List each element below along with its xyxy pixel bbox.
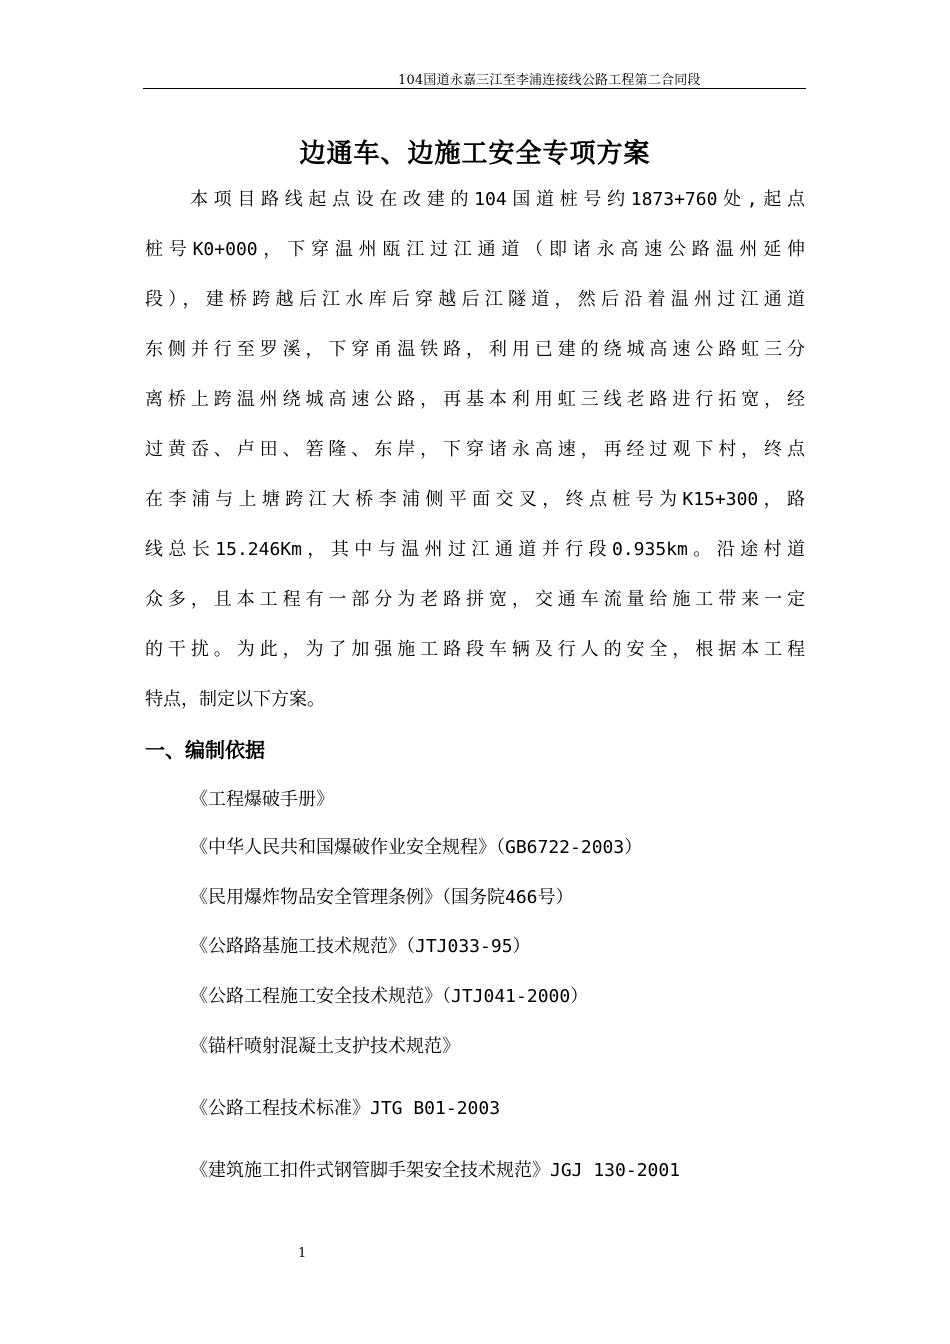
intro-line: 的干扰。为此，为了加强施工路段车辆及行人的安全，根据本工程 bbox=[145, 639, 805, 660]
intro-line: 桩号K0+000，下穿温州瓯江过江通道（即诸永高速公路温州延伸 bbox=[145, 239, 805, 260]
reference-item: 《工程爆破手册》 bbox=[190, 789, 334, 810]
intro-line: 段），建桥跨越后江水库后穿越后江隧道，然后沿着温州过江通道 bbox=[145, 289, 805, 310]
reference-item: 《公路路基施工技术规范》（JTJ033-95） bbox=[190, 936, 531, 957]
reference-item: 《建筑施工扣件式钢管脚手架安全技术规范》JGJ 130-2001 bbox=[190, 1160, 681, 1181]
section-heading-basis: 一、编制依据 bbox=[145, 738, 265, 762]
intro-line: 众多，且本工程有一部分为老路拼宽，交通车流量给施工带来一定 bbox=[145, 589, 805, 610]
intro-line: 过黄岙、卢田、箬隆、东岸，下穿诸永高速，再经过观下村，终点 bbox=[145, 439, 805, 460]
intro-line: 特点，制定以下方案。 bbox=[145, 689, 325, 710]
running-header: 104国道永嘉三江至李浦连接线公路工程第二合同段 bbox=[398, 73, 701, 88]
intro-line: 在李浦与上塘跨江大桥李浦侧平面交叉，终点桩号为K15+300，路 bbox=[145, 489, 805, 510]
document-title: 边通车、边施工安全专项方案 bbox=[299, 139, 651, 169]
intro-line: 线总长15.246Km，其中与温州过江通道并行段0.935km。沿途村道 bbox=[145, 539, 805, 560]
reference-item: 《公路工程施工安全技术规范》（JTJ041-2000） bbox=[190, 986, 589, 1007]
reference-item: 《锚杆喷射混凝土支护技术规范》 bbox=[190, 1036, 460, 1057]
reference-item: 《中华人民共和国爆破作业安全规程》（GB6722-2003） bbox=[190, 837, 643, 858]
reference-item: 《民用爆炸物品安全管理条例》（国务院466号） bbox=[190, 887, 574, 908]
intro-line: 东侧并行至罗溪，下穿甬温铁路，利用已建的绕城高速公路虹三分 bbox=[145, 339, 805, 360]
intro-line: 离桥上跨温州绕城高速公路，再基本利用虹三线老路进行拓宽，经 bbox=[145, 389, 805, 410]
intro-line: 本项目路线起点设在改建的104国道桩号约1873+760处,起点 bbox=[190, 189, 805, 210]
header-rule bbox=[143, 88, 806, 89]
page-number: 1 bbox=[298, 1246, 307, 1261]
reference-item: 《公路工程技术标准》JTG B01-2003 bbox=[190, 1098, 501, 1119]
